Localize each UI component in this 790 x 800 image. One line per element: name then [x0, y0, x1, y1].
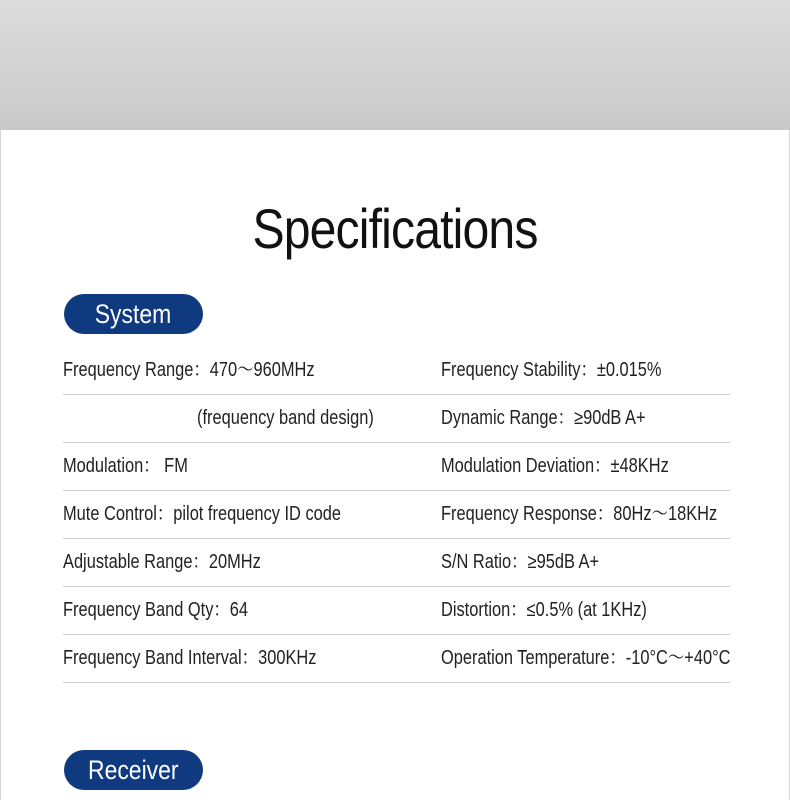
system-spec-table — [63, 347, 730, 683]
spec-dynamic-range: Dynamic Range：≥90dB A+ — [441, 407, 646, 429]
section-label-system-text: System — [95, 299, 172, 329]
spec-frequency-stability: Frequency Stability：±0.015% — [441, 359, 662, 381]
spec-row — [63, 539, 730, 587]
spec-row — [63, 395, 730, 443]
section-label-system — [64, 294, 203, 334]
spec-row — [63, 491, 730, 539]
spec-row — [63, 443, 730, 491]
spec-modulation-deviation: Modulation Deviation：±48KHz — [441, 455, 669, 477]
top-banner — [0, 0, 790, 130]
spec-frequency-response: Frequency Response：80Hz～18KHz — [441, 503, 718, 525]
spec-frequency-band-qty: Frequency Band Qty：64 — [63, 599, 249, 621]
spec-distortion: Distortion：≤0.5% (at 1KHz) — [441, 599, 647, 621]
spec-frequency-range: Frequency Range：470～960MHz — [63, 359, 315, 381]
spec-mute-control: Mute Control：pilot frequency ID code — [63, 503, 342, 525]
section-label-receiver-text: Receiver — [88, 755, 179, 785]
spec-adjustable-range: Adjustable Range：20MHz — [63, 551, 261, 573]
spec-row — [63, 635, 730, 683]
spec-row — [63, 587, 730, 635]
page-title: Specifications — [252, 197, 538, 260]
section-label-receiver — [64, 750, 203, 790]
frame-border-left — [0, 130, 1, 800]
spec-frequency-band-interval: Frequency Band Interval：300KHz — [63, 647, 317, 669]
spec-frequency-range-note: (frequency band design) — [197, 407, 374, 429]
spec-sn-ratio: S/N Ratio：≥95dB A+ — [441, 551, 600, 573]
spec-row — [63, 347, 730, 395]
spec-operation-temperature: Operation Temperature：-10°C～+40°C — [441, 647, 731, 669]
spec-modulation: Modulation： FM — [63, 455, 188, 477]
